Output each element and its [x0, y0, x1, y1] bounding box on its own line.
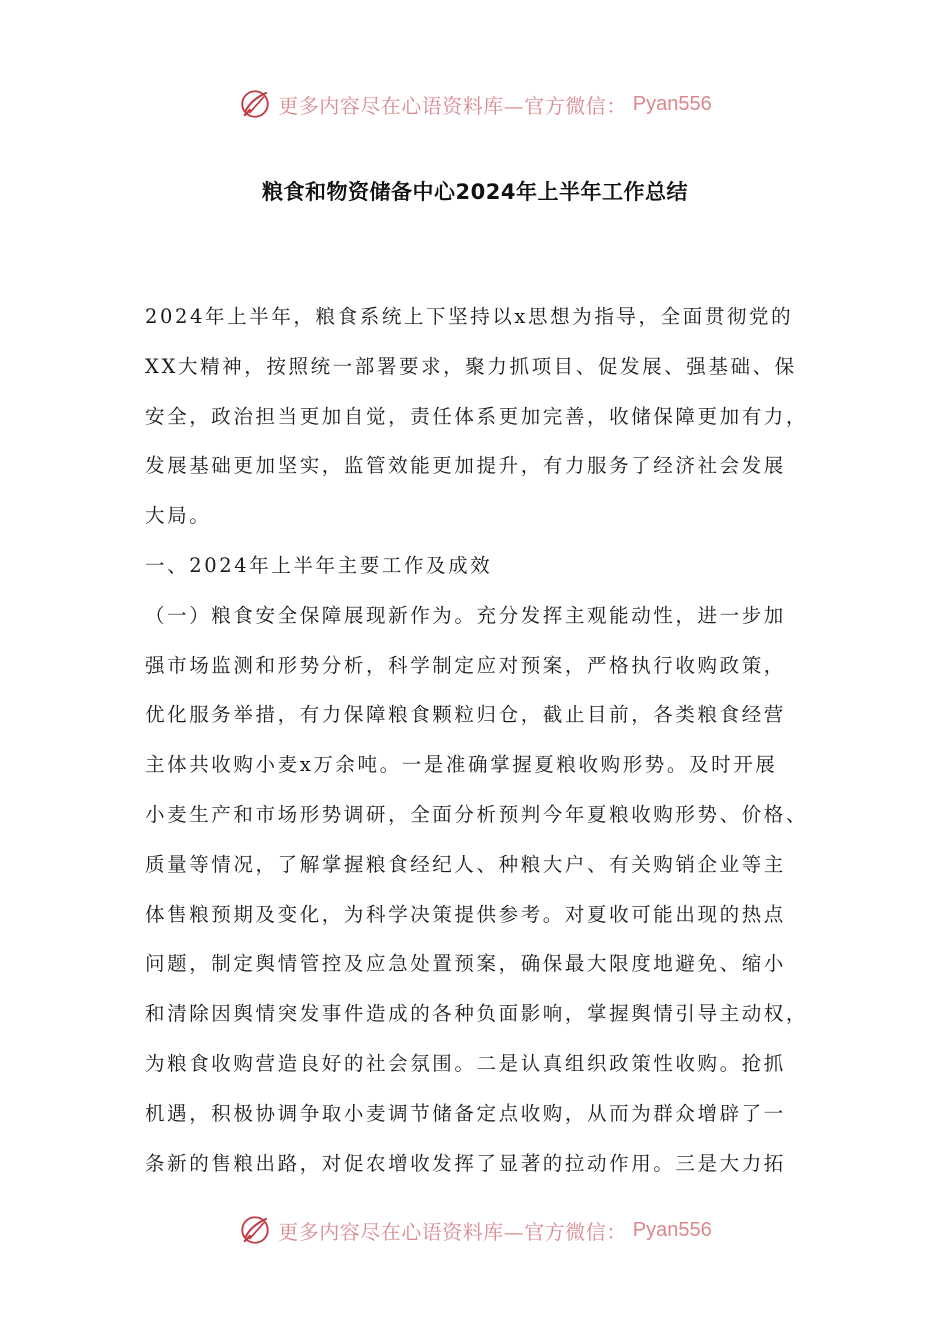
pen-logo-icon: [238, 87, 272, 121]
body-line: 条新的售粮出路，对促农增收发挥了显著的拉动作用。三是大力拓: [145, 1151, 786, 1175]
watermark-wechat-id: Pyan556: [632, 92, 712, 115]
watermark-text: 更多内容尽在心语资料库—官方微信：: [278, 93, 627, 118]
body-line: 主体共收购小麦x万余吨。一是准确掌握夏粮收购形势。及时开展: [145, 753, 778, 777]
body-line: 2024年上半年，粮食系统上下坚持以x思想为指导，全面贯彻党的: [145, 305, 794, 328]
body-line: 体售粮预期及变化，为科学决策提供参考。对夏收可能出现的热点: [145, 902, 786, 926]
body-line: XX大精神，按照统一部署要求，聚力抓项目、促发展、强基础、保: [145, 354, 797, 378]
body-line: 发展基础更加坚实，监管效能更加提升，有力服务了经济社会发展: [145, 454, 786, 478]
watermark-wechat-id: Pyan556: [632, 1218, 712, 1241]
body-line: 优化服务举措，有力保障粮食颗粒归仓，截止目前，各类粮食经营: [145, 703, 786, 727]
body-line: 大局。: [145, 504, 212, 528]
document-title: 粮食和物资储备中心2024年上半年工作总结: [262, 180, 688, 204]
body-line: 机遇，积极协调争取小麦调节储备定点收购，从而为群众增辟了一: [145, 1101, 786, 1125]
watermark-footer: [0, 1210, 950, 1250]
document-body: [145, 292, 815, 1188]
body-line: 为粮食收购营造良好的社会氛围。二是认真组织政策性收购。抢抓: [145, 1051, 786, 1075]
body-line: （一）粮食安全保障展现新作为。充分发挥主观能动性，进一步加: [145, 603, 786, 627]
body-line: 强市场监测和形势分析，科学制定应对预案，严格执行收购政策，: [145, 653, 786, 677]
watermark-header: [0, 84, 950, 124]
section-heading: 一、2024年上半年主要工作及成效: [145, 553, 493, 577]
watermark-text: 更多内容尽在心语资料库—官方微信：: [278, 1219, 627, 1244]
body-line: 安全，政治担当更加自觉，责任体系更加完善，收储保障更加有力，: [145, 404, 809, 428]
body-line: 质量等情况，了解掌握粮食经纪人、种粮大户、有关购销企业等主: [145, 852, 786, 876]
body-line: 小麦生产和市场形势调研，全面分析预判今年夏粮收购形势、价格、: [145, 802, 809, 826]
body-line: 问题，制定舆情管控及应急处置预案，确保最大限度地避免、缩小: [145, 952, 786, 976]
pen-logo-icon: [238, 1213, 272, 1247]
body-line: 和清除因舆情突发事件造成的各种负面影响，掌握舆情引导主动权，: [145, 1002, 809, 1026]
